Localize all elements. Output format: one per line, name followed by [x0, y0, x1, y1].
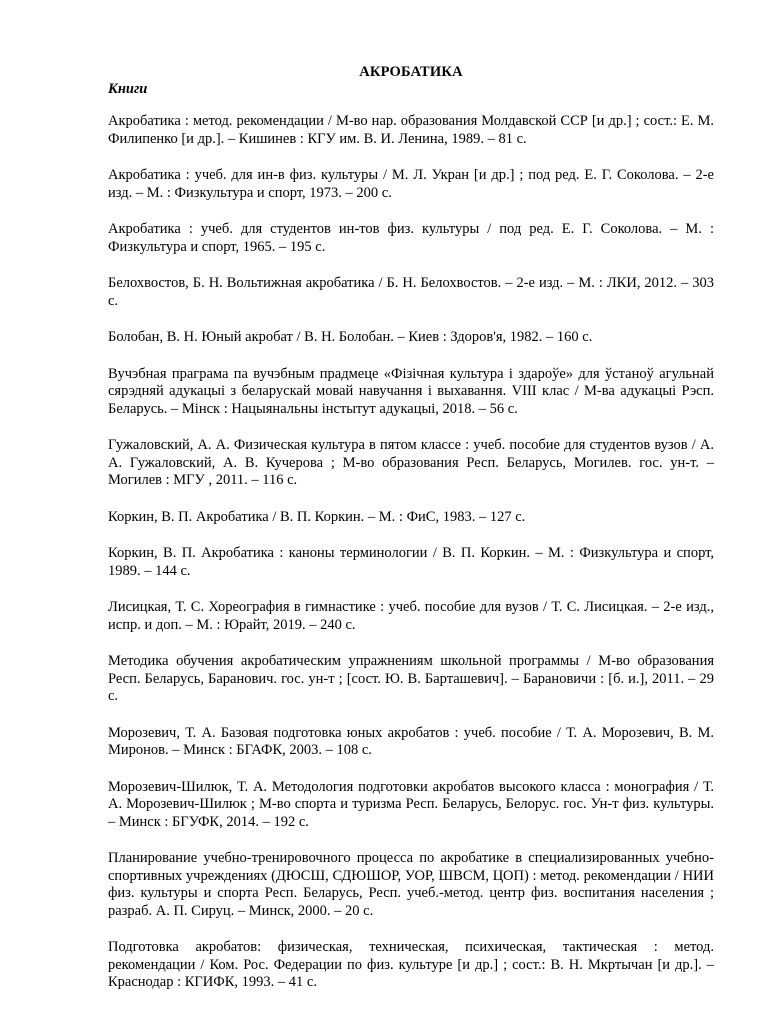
bibliography-entry: Вучэбная праграма па вучэбным прадмеце «Фізічная культура і здароўе» для ўстаноў агульнай сярэдняй адукацыі з беларускай мовай навучання і выхавання. VIII клас / М-ва адукацыі Рэсп. Беларусь. – Мінск : Нацыянальны інстытут адукацыі, 2018. – 56 с. [108, 365, 714, 417]
bibliography-entry: Акробатика : учеб. для студентов ин-тов физ. культуры / под ред. Е. Г. Соколова. – М. : Физкультура и спорт, 1965. – 195 с. [108, 221, 714, 255]
bibliography-entry: Морозевич, Т. А. Базовая подготовка юных акробатов : учеб. пособие / Т. А. Морозевич, В. М. Миронов. – Минск : БГАФК, 2003. – 108 с. [108, 724, 714, 758]
bibliography-entry: Планирование учебно-тренировочного процесса по акробатике в специализированных учебно-спортивных учреждениях (ДЮСШ, СДЮШОР, УОР, ШВСМ, ЦОП) : метод. рекомендации / НИИ физ. культуры и спорта Респ. Беларусь, Респ. учеб.-метод. центр физ. воспитания населения ; разраб. А. П. Сируц. – Минск, 2000. – 20 с. [108, 850, 714, 919]
bibliography-entry: Морозевич-Шилюк, Т. А. Методология подготовки акробатов высокого класса : монография / Т. А. Морозевич-Шилюк ; М-во спорта и туризма Респ. Беларусь, Белорус. гос. Ун-т физ. культуры. – Минск : БГУФК, 2014. – 192 с. [108, 778, 714, 830]
bibliography-entry: Подготовка акробатов: физическая, техническая, психическая, тактическая : метод. рекомендации / Ком. Рос. Федерации по физ. культуре [и др.] ; сост.: В. Н. Мкртычан [и др.]. – Краснодар : КГИФК, 1993. – 41 с. [108, 939, 714, 990]
bibliography-entry: Лисицкая, Т. С. Хореография в гимнастике : учеб. пособие для вузов / Т. С. Лисицкая. – 2-е изд., испр. и доп. – М. : Юрайт, 2019. – 240 с. [108, 599, 714, 633]
bibliography-entry: Методика обучения акробатическим упражнениям школьной программы / М-во образования Респ. Беларусь, Баранович. гос. ун-т ; [сост. Ю. В. Барташевич]. – Барановичи : [б. и.], 2011. – 29 с. [108, 653, 714, 704]
bibliography-entry: Коркин, В. П. Акробатика / В. П. Коркин. – М. : ФиС, 1983. – 127 с. [108, 508, 526, 525]
document-page [108, 64, 714, 1011]
bibliography-entry: Белохвостов, Б. Н. Вольтижная акробатика / Б. Н. Белохвостов. – 2-е изд. – М. : ЛКИ, 2012. – 303 с. [108, 275, 714, 309]
document-title: АКРОБАТИКА [359, 64, 463, 80]
bibliography-entry: Коркин, В. П. Акробатика : каноны терминологии / В. П. Коркин. – М. : Физкультура и спорт, 1989. – 144 с. [108, 545, 714, 579]
bibliography-entry: Болобан, В. Н. Юный акробат / В. Н. Болобан. – Киев : Здоров'я, 1982. – 160 с. [108, 329, 593, 345]
section-heading: Книги [108, 81, 148, 97]
bibliography-entry: Акробатика : метод. рекомендации / М-во нар. образования Молдавской ССР [и др.] ; сост.: Е. М. Филипенко [и др.]. – Кишинев : КГУ им. В. И. Ленина, 1989. – 81 с. [108, 113, 714, 147]
bibliography-entry: Гужаловский, А. А. Физическая культура в пятом классе : учеб. пособие для студентов вузов / А. А. Гужаловский, А. В. Кучерова ; М-во образования Респ. Беларусь, Могилев. гос. ун-т. – Могилев : МГУ , 2011. – 116 с. [108, 437, 714, 488]
bibliography-entry: Акробатика : учеб. для ин-в физ. культуры / М. Л. Укран [и др.] ; под ред. Е. Г. Соколова. – 2-е изд. – М. : Физкультура и спорт, 1973. – 200 с. [108, 167, 714, 201]
